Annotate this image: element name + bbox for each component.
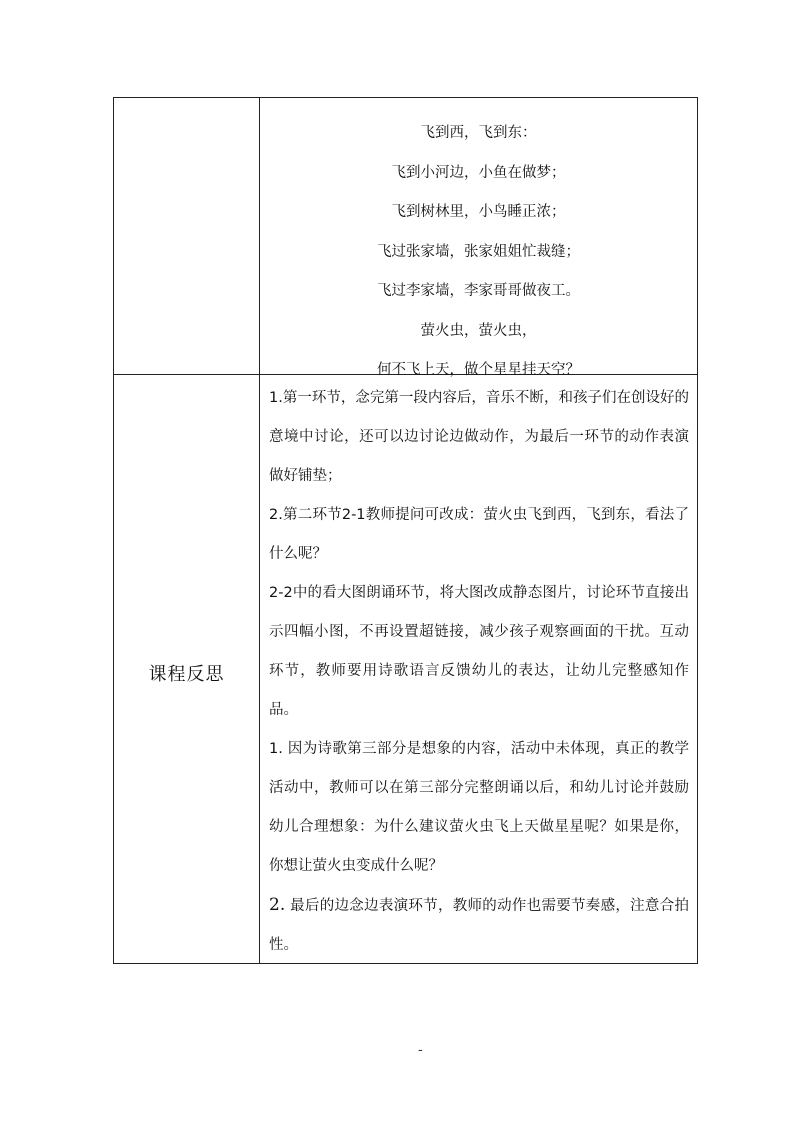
lesson-plan-table bbox=[113, 97, 698, 964]
poem-row bbox=[114, 98, 698, 375]
reflection-paragraph: 1. 因为诗歌第三部分是想象的内容，活动中未体现，真正的教学活动中，教师可以在第三部分完整朗诵以后，和幼儿讨论并鼓励幼儿合理想象：为什么建议萤火虫飞上天做星星呢？如果是你，你想让萤火虫变成什么呢？ bbox=[269, 741, 689, 874]
poem-line: 萤火虫，萤火虫， bbox=[420, 322, 537, 339]
paragraph-number: 2. bbox=[269, 895, 286, 915]
reflection-label-cell bbox=[114, 375, 260, 964]
reflection-row bbox=[114, 375, 698, 964]
reflection-text bbox=[260, 375, 697, 963]
reflection-cell bbox=[260, 375, 698, 964]
poem-label-cell bbox=[114, 98, 260, 375]
poem-line: 飞过李家墙，李家哥哥做夜工。 bbox=[377, 283, 580, 299]
poem-text bbox=[260, 98, 697, 378]
page-footer-mark: - bbox=[418, 1043, 423, 1058]
reflection-paragraph: 2-2中的看大图朗诵环节，将大图改成静态图片，讨论环节直接出示四幅小图，不再设置超链接，减少孩子观察画面的干扰。互动环节，教师要用诗歌语言反馈幼儿的表达，让幼儿完整感知作品。 bbox=[269, 585, 689, 718]
reflection-paragraph: 2.第二环节2-1教师提问可改成：萤火虫飞到西，飞到东，看法了什么呢？ bbox=[269, 507, 689, 562]
reflection-label: 课程反思 bbox=[148, 664, 225, 685]
poem-line: 飞到小河边，小鱼在做梦； bbox=[391, 164, 566, 181]
poem-line: 飞到西，飞到东： bbox=[420, 125, 537, 141]
paragraph-text: 最后的边念边表演环节，教师的动作也需要节奏感，注意合拍性。 bbox=[269, 898, 689, 953]
poem-line: 何不飞上天，做个星星挂天空？ bbox=[377, 362, 580, 378]
poem-cell bbox=[260, 98, 698, 378]
poem-line: 飞到树林里，小鸟睡正浓； bbox=[391, 204, 566, 220]
poem-line: 飞过张家墙，张家姐姐忙裁缝； bbox=[377, 243, 580, 260]
reflection-paragraph: 1.第一环节，念完第一段内容后，音乐不断，和孩子们在创设好的意境中讨论，还可以边讨论边做动作，为最后一环节的动作表演做好铺垫； bbox=[269, 390, 689, 484]
reflection-paragraph-last bbox=[269, 886, 689, 965]
